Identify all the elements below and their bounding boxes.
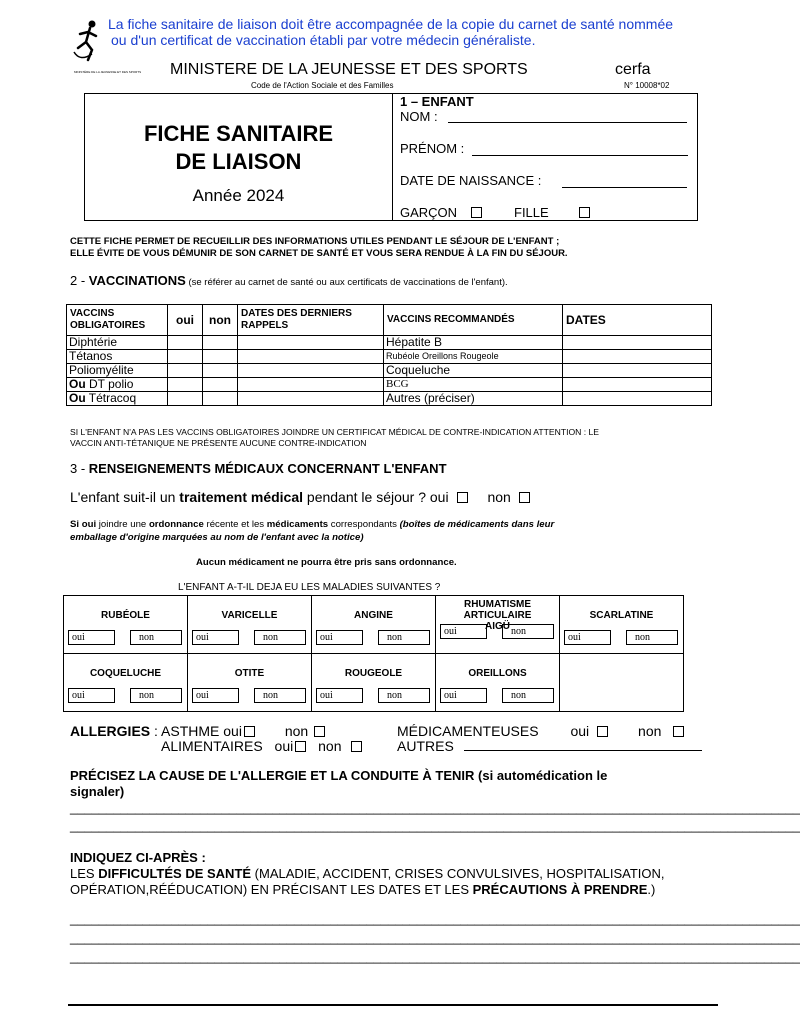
vacc-oblig-header: VACCINS OBLIGATOIRES: [67, 305, 168, 336]
medicaments-bold: médicaments: [266, 519, 329, 530]
fille-checkbox[interactable]: [579, 207, 590, 218]
les-label: LES: [70, 866, 99, 881]
precisez-heading: [70, 768, 720, 800]
indiquez-rest-1: (MALADIE, ACCIDENT, CRISES CONVULSIVES, HOSPITALISATION,: [251, 866, 665, 881]
non-box[interactable]: non: [502, 624, 554, 639]
traitement-bold: traitement médical: [179, 489, 304, 505]
tetracoq-label: Tétracoq: [85, 391, 137, 405]
oui-box[interactable]: oui: [316, 630, 363, 645]
medicamenteuses-label: MÉDICAMENTEUSES: [397, 723, 539, 739]
intro-line-1: CETTE FICHE PERMET DE RECUEILLIR DES INFORMATIONS UTILES PENDANT LE SÉJOUR DE L'ENFANT ;: [70, 236, 560, 247]
vacc-num: 2 -: [70, 273, 89, 288]
oui-box[interactable]: oui: [68, 630, 115, 645]
vacc-non-cell[interactable]: [203, 336, 238, 350]
non-box[interactable]: non: [130, 688, 182, 703]
vacc-oui-cell[interactable]: [168, 378, 203, 392]
maladies-question: L'ENFANT A-T-IL DEJA EU LES MALADIES SUIVANTES ?: [178, 582, 441, 593]
enfant-heading: 1 – ENFANT: [400, 94, 474, 109]
date-naissance-field[interactable]: [562, 187, 687, 188]
traitement-non-checkbox[interactable]: [519, 492, 530, 503]
medic-non-label: non: [638, 723, 662, 739]
logo-caption: MINISTÈRE DE LA JEUNESSE ET DES SPORTS: [74, 70, 142, 74]
notice-line-1: La fiche sanitaire de liaison doit être accompagnée de la copie du carnet de santé nommée: [108, 16, 674, 32]
notice: [108, 16, 748, 48]
indiquez-answer-line-3[interactable]: _____________________________________________________________________________________________________: [70, 949, 800, 964]
indiquez-answer-line-2[interactable]: _____________________________________________________________________________________________________: [70, 930, 800, 945]
indiquez-rest-2: OPÉRATION,RÉÉDUCATION) EN PRÉCISANT LES DATES ET LES: [70, 882, 473, 897]
traitement-pre: L'enfant suit-il un: [70, 489, 180, 505]
difficultes-bold: DIFFICULTÉS DE SANTÉ: [98, 866, 252, 881]
ordonnance-bold: ordonnance: [148, 519, 204, 530]
vaccinations-table: [66, 304, 712, 406]
si-oui: Si oui: [70, 519, 97, 530]
table-row: [67, 392, 712, 406]
maladie-name: OTITE: [234, 668, 265, 679]
non-box[interactable]: non: [626, 630, 678, 645]
title-box: [84, 93, 698, 221]
ordonnance-italic-1: (boîtes de médicaments dans leur: [399, 519, 555, 530]
asthme-non-label: non: [284, 723, 309, 739]
oui-non-boxes: [68, 688, 183, 703]
form-title-line-2: DE LIAISON: [175, 149, 302, 174]
oui-non-boxes: [316, 688, 431, 703]
maladies-table: [63, 595, 684, 712]
non-box[interactable]: non: [378, 688, 430, 703]
table-row: [67, 336, 712, 350]
vacc-date-cell[interactable]: [238, 378, 384, 392]
table-row: [64, 654, 684, 712]
oui-non-boxes: [440, 688, 555, 703]
vacc-oui-header: oui: [168, 305, 203, 336]
maladie-name: ROUGEOLE: [344, 668, 403, 679]
vacc-reco-date-cell[interactable]: [563, 336, 712, 350]
ordonnance-text-2: récente et les: [203, 519, 267, 530]
vacc-reco-cell: Hépatite B: [384, 336, 563, 350]
vacc-reco-cell: Coqueluche: [384, 364, 563, 378]
precisez-line-2: signaler): [70, 784, 125, 799]
vacc-reco-date-cell[interactable]: [563, 364, 712, 378]
maladie-cell-rubeole: [64, 596, 188, 654]
oui-non-boxes: [68, 630, 183, 645]
medic-oui-checkbox[interactable]: [597, 726, 608, 737]
vacc-reco-cell: Autres (préciser): [384, 392, 563, 406]
indiquez-line-2: [70, 882, 720, 898]
vacc-non-cell[interactable]: [203, 364, 238, 378]
medical-num: 3 -: [70, 461, 89, 476]
vacc-footnote-line-2: VACCIN ANTI-TÉTANIQUE NE PRÉSENTE AUCUNE CONTRE-INDICATION: [70, 438, 367, 448]
fille-label: FILLE: [514, 205, 549, 220]
vacc-reco-date-cell[interactable]: [563, 350, 712, 364]
maladie-cell-empty: [560, 654, 684, 712]
intro-text: [70, 236, 568, 260]
asthme-label: : ASTHME oui: [150, 723, 242, 739]
vacc-reco-header: VACCINS RECOMMANDÉS: [384, 305, 563, 336]
maladie-name: COQUELUCHE: [89, 668, 162, 679]
vacc-oblig-cell: Tétanos: [67, 350, 168, 364]
alimentaires-label: ALIMENTAIRES: [161, 738, 263, 754]
non-box[interactable]: non: [254, 630, 306, 645]
ordonnance-line-2: [70, 531, 710, 544]
vacc-oui-cell[interactable]: [168, 392, 203, 406]
table-row: [64, 596, 684, 654]
vacc-oblig-cell: [67, 392, 168, 406]
vacc-reco-date-cell[interactable]: [563, 378, 712, 392]
maladie-name: RHUMATISME ARTICULAIRE AIGÜ: [463, 599, 532, 632]
vacc-oblig-cell: Diphtérie: [67, 336, 168, 350]
maladie-name: VARICELLE: [221, 610, 278, 621]
ou-label: Ou: [69, 391, 86, 405]
maladie-cell-rougeole: [312, 654, 436, 712]
allergies-row-1: [70, 723, 325, 739]
oui-box[interactable]: oui: [316, 688, 363, 703]
table-row: [67, 364, 712, 378]
maladie-cell-otite: [188, 654, 312, 712]
oui-non-boxes: [440, 624, 555, 639]
oui-box[interactable]: oui: [192, 688, 239, 703]
non-box[interactable]: non: [130, 630, 182, 645]
garcon-option: [400, 205, 482, 220]
table-row: [67, 378, 712, 392]
garcon-label: GARÇON: [400, 205, 458, 220]
form-year: Année 2024: [192, 186, 285, 205]
autres-field[interactable]: [464, 750, 702, 751]
alim-non-checkbox[interactable]: [351, 741, 362, 752]
vacc-dates-header: DATES DES DERNIERS RAPPELS: [238, 305, 384, 336]
ordonnance-text-1: joindre une: [96, 519, 149, 530]
oui-non-boxes: [192, 630, 307, 645]
indiquez-section: [70, 850, 720, 898]
vacc-date-cell[interactable]: [238, 336, 384, 350]
ordonnance-instructions: [70, 518, 710, 544]
precautions-bold: PRÉCAUTIONS À PRENDRE: [472, 882, 648, 897]
vacc-oui-cell[interactable]: [168, 350, 203, 364]
oui-box[interactable]: oui: [192, 630, 239, 645]
maladie-name: SCARLATINE: [589, 610, 654, 621]
medical-title: RENSEIGNEMENTS MÉDICAUX CONCERNANT L'ENFANT: [88, 461, 447, 476]
dt-polio-label: DT polio: [85, 377, 134, 391]
autres-row: [397, 738, 702, 754]
allergies-row-2: [161, 738, 362, 754]
vacc-footnote-line-1: SI L'ENFANT N'A PAS LES VACCINS OBLIGATOIRES JOINDRE UN CERTIFICAT MÉDICAL DE CONTRE-INDICATION ATTENTION : LE: [70, 427, 600, 437]
vacc-dates2-header: DATES: [563, 305, 712, 336]
vacc-non-header: non: [203, 305, 238, 336]
precisez-line-1: PRÉCISEZ LA CAUSE DE L'ALLERGIE ET LA CONDUITE À TENIR (si automédication le: [70, 768, 608, 783]
vacc-reco-cell: Rubéole Oreillons Rougeole: [384, 350, 563, 364]
vacc-oblig-cell: [67, 378, 168, 392]
vacc-header-row: [67, 305, 712, 336]
non-box[interactable]: non: [502, 688, 554, 703]
oui-non-boxes: [192, 688, 307, 703]
fille-option: [514, 205, 590, 220]
vacc-non-cell[interactable]: [203, 392, 238, 406]
traitement-non-label: non: [487, 489, 511, 505]
indiquez-line-1: [70, 866, 720, 882]
oui-box[interactable]: oui: [564, 630, 611, 645]
table-row: [67, 350, 712, 364]
vacc-non-cell[interactable]: [203, 378, 238, 392]
ordonnance-italic-2: emballage d'origine marquées au nom de l'enfant avec la notice): [70, 532, 364, 543]
vacc-date-cell[interactable]: [238, 350, 384, 364]
non-box[interactable]: non: [254, 688, 306, 703]
alim-oui-label: oui: [274, 738, 294, 754]
non-box[interactable]: non: [378, 630, 430, 645]
vacc-date-cell[interactable]: [238, 392, 384, 406]
maladie-cell-coqueluche: [64, 654, 188, 712]
vaccinations-heading: [70, 273, 508, 288]
vacc-oui-cell[interactable]: [168, 364, 203, 378]
prenom-field[interactable]: [472, 155, 688, 156]
medical-heading: [70, 461, 447, 476]
title-panel: [85, 94, 393, 220]
asthme-non-checkbox[interactable]: [314, 726, 325, 737]
nom-label: NOM :: [400, 109, 438, 124]
vacc-title: VACCINATIONS: [88, 273, 186, 288]
asthme-oui-checkbox[interactable]: [244, 726, 255, 737]
traitement-post: pendant le séjour ? oui: [303, 489, 449, 505]
ordonnance-text-3: correspondants: [328, 519, 400, 530]
bottom-rule: [68, 1004, 718, 1006]
runner-icon: [70, 18, 110, 66]
oui-non-boxes: [564, 630, 679, 645]
oui-box[interactable]: oui: [68, 688, 115, 703]
autres-label: AUTRES: [397, 738, 454, 754]
oui-non-boxes: [316, 630, 431, 645]
date-naissance-label: DATE DE NAISSANCE :: [400, 173, 542, 188]
vacc-non-cell[interactable]: [203, 350, 238, 364]
nom-field[interactable]: [448, 122, 687, 123]
allergies-label: ALLERGIES: [70, 723, 151, 739]
alim-non-label: non: [318, 738, 342, 754]
cerfa-number: N° 10008*02: [624, 81, 670, 90]
code-action-sociale: Code de l'Action Sociale et des Familles: [251, 81, 394, 90]
oui-box[interactable]: oui: [440, 624, 487, 639]
traitement-question: [70, 489, 530, 505]
maladie-cell-oreillons: [436, 654, 560, 712]
indiquez-heading: INDIQUEZ CI-APRÈS :: [70, 850, 206, 865]
maladie-cell-varicelle: [188, 596, 312, 654]
notice-line-2: ou d'un certificat de vaccination établi par votre médecin généraliste.: [111, 32, 536, 48]
vacc-note: (se référer au carnet de santé ou aux certificats de vaccinations de l'enfant).: [185, 277, 508, 288]
intro-line-2: ELLE ÉVITE DE VOUS DÉMUNIR DE SON CARNET DE SANTÉ ET VOUS SERA RENDUE À LA FIN DU SÉJOUR.: [70, 248, 568, 259]
vacc-date-cell[interactable]: [238, 364, 384, 378]
garcon-checkbox[interactable]: [471, 207, 482, 218]
medic-non-checkbox[interactable]: [673, 726, 684, 737]
maladie-name: OREILLONS: [468, 668, 527, 679]
indiquez-end: .): [647, 882, 656, 897]
maladie-cell-angine: [312, 596, 436, 654]
maladie-cell-rhumatisme: [436, 596, 560, 654]
traitement-oui-checkbox[interactable]: [457, 492, 468, 503]
indiquez-answer-line-1[interactable]: _____________________________________________________________________________________________________: [70, 911, 800, 926]
ordonnance-line-1: [70, 518, 710, 531]
maladie-name: ANGINE: [354, 610, 393, 621]
form-title-line-1: FICHE SANITAIRE: [143, 121, 334, 146]
medic-oui-label: oui: [570, 723, 590, 739]
vacc-oblig-cell: Poliomyélite: [67, 364, 168, 378]
medicamenteuses-row: [397, 723, 684, 739]
ou-label: Ou: [69, 377, 86, 391]
vacc-oui-cell[interactable]: [168, 336, 203, 350]
ministry-logo: [70, 18, 110, 66]
maladie-cell-scarlatine: [560, 596, 684, 654]
maladie-name: RUBÉOLE: [101, 610, 150, 621]
alim-oui-checkbox[interactable]: [295, 741, 306, 752]
vacc-reco-cell: BCG: [384, 378, 563, 392]
precisez-answer-line-1[interactable]: _____________________________________________________________________________________________________: [70, 800, 800, 815]
ministry-name: MINISTERE DE LA JEUNESSE ET DES SPORTS: [170, 61, 528, 78]
vacc-reco-date-cell[interactable]: [563, 392, 712, 406]
aucun-medicament: Aucun médicament ne pourra être pris sans ordonnance.: [196, 557, 457, 568]
cerfa-label: cerfa: [615, 61, 651, 78]
vacc-footnote: [70, 427, 720, 449]
oui-box[interactable]: oui: [440, 688, 487, 703]
prenom-label: PRÉNOM :: [400, 141, 465, 156]
precisez-answer-line-2[interactable]: _____________________________________________________________________________________________________: [70, 818, 800, 833]
